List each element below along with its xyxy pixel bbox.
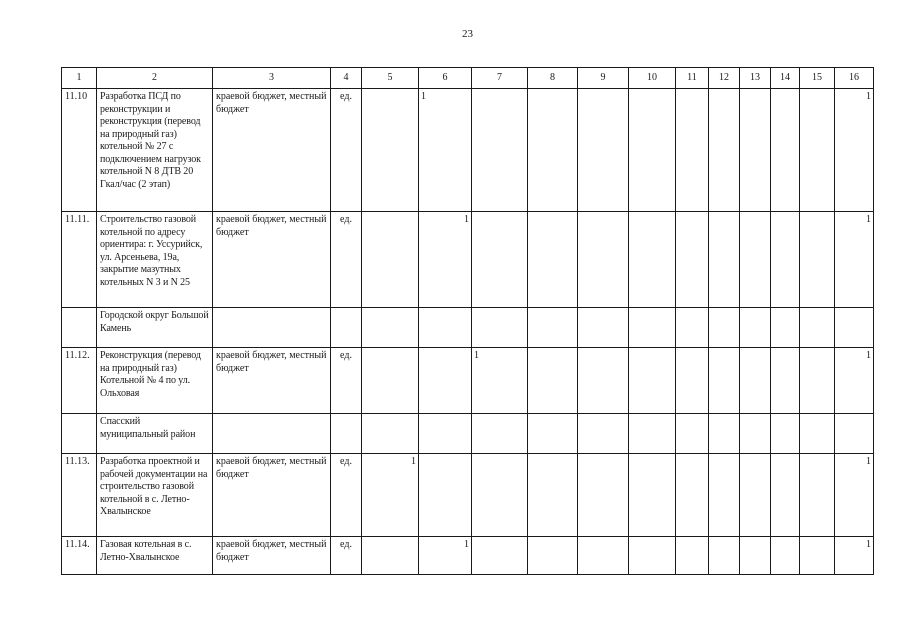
cell-9 (578, 348, 629, 414)
header-cell: 10 (629, 68, 676, 89)
cell-5: 1 (362, 454, 419, 537)
cell-11 (676, 89, 709, 212)
cell-11 (676, 348, 709, 414)
header-cell: 6 (419, 68, 472, 89)
header-cell: 4 (331, 68, 362, 89)
cell-6 (419, 454, 472, 537)
item-name: Реконструкция (перевод на природный газ) Котельной № 4 по ул. Ольховая (97, 348, 213, 414)
cell-8 (528, 348, 578, 414)
cell-11 (676, 537, 709, 575)
cell-5 (362, 537, 419, 575)
header-cell: 11 (676, 68, 709, 89)
cell-11 (676, 212, 709, 308)
empty-cell (740, 414, 771, 454)
empty-cell (676, 414, 709, 454)
empty-cell (835, 308, 874, 348)
cell-16: 1 (835, 89, 874, 212)
header-cell: 15 (800, 68, 835, 89)
empty-cell (362, 308, 419, 348)
header-row (62, 68, 874, 89)
cell-13 (740, 212, 771, 308)
table-row (62, 348, 874, 414)
empty-cell (331, 414, 362, 454)
cell-9 (578, 212, 629, 308)
cell-6: 1 (419, 537, 472, 575)
header-cell: 12 (709, 68, 740, 89)
cell-14 (771, 537, 800, 575)
unit: ед. (331, 348, 362, 414)
unit: ед. (331, 89, 362, 212)
funding-source: краевой бюджет, местный бюджет (213, 454, 331, 537)
page-number: 23 (462, 28, 473, 40)
funding-source: краевой бюджет, местный бюджет (213, 537, 331, 575)
cell-13 (740, 537, 771, 575)
cell-16: 1 (835, 454, 874, 537)
empty-cell (419, 308, 472, 348)
cell-12 (709, 537, 740, 575)
cell-10 (629, 537, 676, 575)
header-cell: 3 (213, 68, 331, 89)
cell-8 (528, 454, 578, 537)
empty-cell (709, 308, 740, 348)
cell-15 (800, 212, 835, 308)
cell-7 (472, 537, 528, 575)
row-number: 11.12. (62, 348, 97, 414)
section-row (62, 414, 874, 454)
funding-source: краевой бюджет, местный бюджет (213, 89, 331, 212)
cell-14 (771, 212, 800, 308)
empty-cell (709, 414, 740, 454)
empty-cell (800, 308, 835, 348)
empty-cell (835, 414, 874, 454)
funding-source: краевой бюджет, местный бюджет (213, 348, 331, 414)
cell-9 (578, 454, 629, 537)
header-cell: 14 (771, 68, 800, 89)
empty-cell (771, 308, 800, 348)
header-cell: 16 (835, 68, 874, 89)
cell-5 (362, 89, 419, 212)
cell-11 (676, 454, 709, 537)
cell-8 (528, 212, 578, 308)
section-title: Спасский муниципальный район (97, 414, 213, 454)
cell-14 (771, 89, 800, 212)
empty-cell (331, 308, 362, 348)
cell-10 (629, 454, 676, 537)
empty-cell (676, 308, 709, 348)
empty-cell (629, 308, 676, 348)
empty-cell (528, 308, 578, 348)
header-cell: 2 (97, 68, 213, 89)
item-name: Газовая котельная в с. Летно-Хвалынское (97, 537, 213, 575)
empty-cell (771, 414, 800, 454)
table-row (62, 89, 874, 212)
row-number (62, 308, 97, 348)
cell-13 (740, 348, 771, 414)
cell-7 (472, 89, 528, 212)
cell-9 (578, 537, 629, 575)
empty-cell (578, 308, 629, 348)
cell-5 (362, 348, 419, 414)
row-number: 11.14. (62, 537, 97, 575)
cell-15 (800, 537, 835, 575)
row-number: 11.11. (62, 212, 97, 308)
unit: ед. (331, 454, 362, 537)
empty-cell (578, 414, 629, 454)
cell-12 (709, 454, 740, 537)
item-name: Разработка проектной и рабочей документации на строительство газовой котельной в с. Летно-Хвалынское (97, 454, 213, 537)
program-table (61, 67, 874, 575)
header-cell: 9 (578, 68, 629, 89)
row-number: 11.13. (62, 454, 97, 537)
funding-source: краевой бюджет, местный бюджет (213, 212, 331, 308)
item-name: Строительство газовой котельной по адресу ориентира: г. Уссурийск, ул. Арсеньева, 19а, закрытие мазутных котельных N 3 и N 25 (97, 212, 213, 308)
empty-cell (800, 414, 835, 454)
cell-6: 1 (419, 212, 472, 308)
empty-cell (472, 308, 528, 348)
empty-cell (472, 414, 528, 454)
section-title: Городской округ Большой Камень (97, 308, 213, 348)
cell-5 (362, 212, 419, 308)
cell-16: 1 (835, 537, 874, 575)
header-cell: 8 (528, 68, 578, 89)
row-number (62, 414, 97, 454)
cell-6 (419, 348, 472, 414)
cell-15 (800, 348, 835, 414)
cell-8 (528, 89, 578, 212)
table-row (62, 212, 874, 308)
unit: ед. (331, 212, 362, 308)
cell-8 (528, 537, 578, 575)
cell-10 (629, 212, 676, 308)
cell-9 (578, 89, 629, 212)
cell-15 (800, 89, 835, 212)
header-cell: 7 (472, 68, 528, 89)
section-row (62, 308, 874, 348)
empty-cell (629, 414, 676, 454)
header-cell: 1 (62, 68, 97, 89)
cell-14 (771, 348, 800, 414)
cell-16: 1 (835, 348, 874, 414)
empty-cell (213, 308, 331, 348)
cell-16: 1 (835, 212, 874, 308)
row-number: 11.10 (62, 89, 97, 212)
table-row (62, 454, 874, 537)
cell-12 (709, 89, 740, 212)
cell-13 (740, 89, 771, 212)
cell-14 (771, 454, 800, 537)
cell-13 (740, 454, 771, 537)
cell-15 (800, 454, 835, 537)
cell-10 (629, 89, 676, 212)
header-cell: 13 (740, 68, 771, 89)
cell-7: 1 (472, 348, 528, 414)
cell-12 (709, 212, 740, 308)
cell-12 (709, 348, 740, 414)
cell-6: 1 (419, 89, 472, 212)
empty-cell (419, 414, 472, 454)
cell-7 (472, 212, 528, 308)
empty-cell (213, 414, 331, 454)
header-cell: 5 (362, 68, 419, 89)
item-name: Разработка ПСД по реконструкции и реконструкция (перевод на природный газ) котельной № 27 с подключением нагрузок котельной N 8 ДТВ 20 Гкал/час (2 этап) (97, 89, 213, 212)
empty-cell (528, 414, 578, 454)
cell-7 (472, 454, 528, 537)
cell-10 (629, 348, 676, 414)
empty-cell (740, 308, 771, 348)
table-row (62, 537, 874, 575)
empty-cell (362, 414, 419, 454)
unit: ед. (331, 537, 362, 575)
